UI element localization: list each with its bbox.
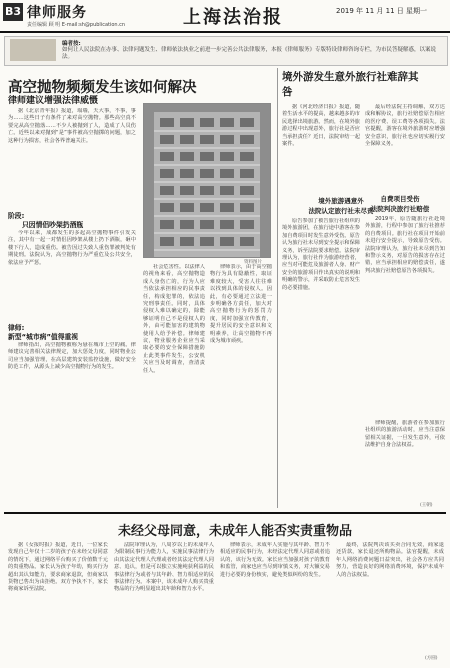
article1-section1-text: 今年以来，成都发生的多起高空抛物事件引发关注，其中有一起一对情侣因吵架从楼上扔下酒瓶，砸中楼下行人，造成重伤。被告因过失致人重伤罪被判处有期徒刑。法院认为，高空抛物行为严重危及公共安全，依法应予严惩。 — [8, 230, 136, 266]
article3-column-d: 最终，法院判决该买卖合同无效，商家退还货款，家长退还所购物品。法官提醒，未成年人网络消费问题日益突出，社会各方应共同努力，营造良好的网络消费环境，保护未成年人的合法权益。 — [336, 542, 444, 578]
article2-credit: (王朝) — [420, 503, 433, 508]
article1-column-right: 律师表示，由于高空抛物行为具有隐蔽性，取证难度较大，受害人往往难以找到具体的侵权人。因此，有必要通过立法进一步明确各方责任，加大对高空抛物行为的惩罚力度，同时加强宣传教育，提升居民的安全意识和文明素养，让高空抛物不再成为城市顽疾。 — [210, 264, 272, 345]
editor-line: 责任编辑 顾 明 E-mail:sh@publication.cn — [27, 22, 126, 28]
article2-intro: 据《河北经济日报》报道，随着生活水平的提高，越来越多的市民选择出境旅游。然而，在境外旅游过程中出现意外，旅行社是否应当承担责任？近日，法院审结一起案件。 — [282, 104, 360, 148]
article2-subhead2b: 法院判决旅行社赔偿 — [370, 205, 430, 213]
article1-section1-label: 阶段: — [8, 212, 25, 220]
building-photo — [143, 103, 271, 258]
article1-section2-label: 律师: — [8, 324, 25, 332]
article3-column-a: 据《女报时报》报道，近日，一位家长发现自己年仅十二岁的孩子在未经父母同意的情况下，通过网络平台购买了价值数千元的贵重物品。家长认为孩子年幼，购买行为超出其认知能力，要求商家退款，但商家以货物已售出为由拒绝。双方争执不下，家长将商家诉至法院。 — [8, 542, 108, 593]
editor-note-label: 编者按: — [62, 41, 81, 47]
article1-section1-title: 只因情侣吵架扔酒瓶 — [22, 221, 84, 229]
masthead-rule — [0, 31, 450, 33]
article2-case-text: 原告参加了被告旅行社组织的境外旅游团，在旅行途中游客在参加自费项目时发生意外受伤。原告认为旅行社未尽到安全提示和保障义务，诉至法院要求赔偿。法院审理认为，旅行社作为旅游经营者，应当对可能危及旅游者人身、财产安全的旅游项目作出真实的说明和明确的警示，并采取防止危害发生的必要措施。 — [282, 218, 360, 291]
article1-title: 高空抛物频频发生该如何解决 — [8, 80, 197, 96]
photo-credit: 资料图片 — [244, 260, 262, 265]
issue-date: 2019 年 11 月 11 日 星期一 — [336, 7, 427, 15]
article2-right-text: 最后经法院主持调解，双方达成和解协议，旅行社赔偿原告相应的医疗费、误工费等各项损失。法官提醒，游客在境外旅游时应增强安全意识，旅行社也应切实履行安全保障义务。 — [365, 104, 445, 148]
section-title: 律师服务 — [27, 5, 87, 21]
article2-subhead1b: 法院认定旅行社未尽责 — [308, 207, 374, 215]
article3-title: 未经父母同意，未成年人能否实责重物品 — [118, 524, 353, 539]
column-divider — [277, 68, 278, 508]
article3-credit: (方圆) — [425, 656, 438, 661]
bottom-rule — [4, 512, 446, 514]
article1-subtitle: 律师建议增强法律威慑 — [8, 96, 99, 106]
article2-right-text2: 2019年，原告随旅行社赴境外旅游，行程中参加了旅行社推荐的自费项目。旅行社在项目开始前未进行安全提示，导致原告受伤。法院审理认为，旅行社未尽到告知和警示义务，对原告的损害存在过错，应当承担相应的赔偿责任，遂判决旅行社赔偿原告各项损失。 — [365, 216, 445, 274]
article3-column-b: 法院审理认为，八周岁以上的未成年人为限制民事行为能力人，实施民事法律行为由其法定代理人代理或者经其法定代理人同意、追认，但是可以独立实施纯获利益的民事法律行为或者与其年龄、智力相适应的民事法律行为。本案中，该未成年人购买贵重物品的行为明显超出其年龄和智力水平。 — [114, 542, 214, 593]
high-rise-building-image — [144, 104, 270, 257]
article1-column-mid: 社会危害性。以法律人的视角来看，高空抛物造成人身伤亡的，行为人应当依法承担相应的民事责任，构成犯罪的，依法追究刑事责任。同时，具体侵权人难以确定的，除能够证明自己不是侵权人的外，由可能加害的建筑物使用人给予补偿。律师建议，物业服务企业应当采取必要的安全保障措施防止此类事件发生，公安机关应当及时调查，查清责任人。 — [143, 264, 205, 374]
newspaper-logo: 上海法治报 — [183, 7, 283, 28]
article2-subhead2: 自费项目受伤 — [380, 195, 420, 203]
note-decoration — [10, 39, 56, 61]
article2-tail-text: 律师提醒，旅游者在参加旅行社组织的旅游活动时，应当注意保留相关证据，一旦发生意外，可依法维护自身合法权益。 — [365, 420, 445, 449]
article2-title: 境外游发生意外旅行社难辞其咎 — [282, 71, 419, 98]
editor-note-text: 如何让人民法院在办事、法律问题发生、律师依法执业之前进一步完善公共法律服务，本报《律师服务》专版特设律师咨询专栏，为市民答疑解惑，以案说法。 — [62, 47, 437, 60]
article1-intro: 据《北京青年报》报道，塌墙，天大事，不事，事为……这些日子有条件了来对高空抛物。那些高空真不要完从高空抛落……不少人被抛到了人，造成了人员伤亡。近些以来对抛到“是”事件被高空抛掷的问题，加之这种行为损害，社会各界普遍关注。 — [8, 108, 136, 144]
page-number-tag: B3 — [3, 3, 23, 21]
article3-column-c: 律师表示，未成年人实施与其年龄、智力不相适应的民事行为，未经法定代理人同意或者追认的，该行为无效。家长应当加强对孩子的教育和监管，商家也应当尽到审慎义务，对大额交易进行必要的身份核实，避免类似纠纷的发生。 — [220, 542, 330, 578]
article2-subhead1: 境外旅游遇意外 — [318, 197, 364, 205]
article1-section2-title: 新型“城市病”值得重视 — [8, 333, 79, 341]
article1-section2-text: 律师指出，高空抛物被称为悬在城市上空的痛。律师建议完善相关法律规定，加大惩处力度，同时物业公司应当加强管理，在高层建筑安装监控设施，做好安全防范工作，从源头上减少高空抛物行为的发生。 — [8, 342, 136, 371]
